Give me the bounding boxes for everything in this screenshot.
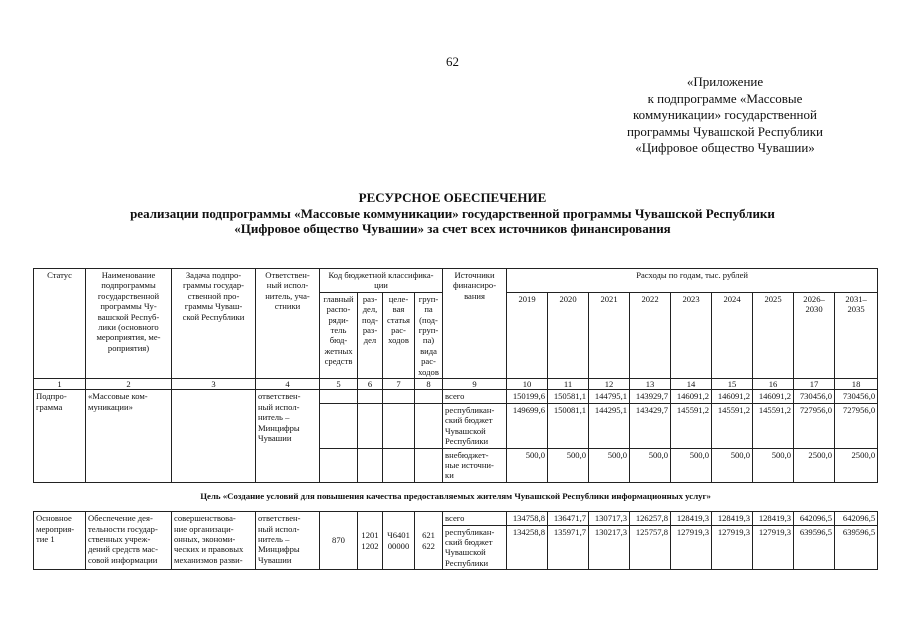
table-row	[34, 512, 878, 525]
amount-cell: 127919,3	[671, 525, 712, 570]
amount-cell: 128419,3	[753, 512, 794, 525]
amount-cell: 143929,7	[630, 390, 671, 403]
header-year: 2022	[630, 292, 671, 378]
amount-cell: 126257,8	[630, 512, 671, 525]
column-number: 4	[256, 379, 320, 390]
header-year: 2026– 2030	[794, 292, 835, 378]
column-number: 11	[548, 379, 589, 390]
amount-cell: 150199,6	[507, 390, 548, 403]
source-cell: республикан- ский бюджет Чувашской Республики	[443, 403, 507, 448]
amount-cell: 149699,6	[507, 403, 548, 448]
amount-cell: 134758,8	[507, 512, 548, 525]
amount-cell: 150581,1	[548, 390, 589, 403]
column-number: 16	[753, 379, 794, 390]
code-cell	[383, 403, 415, 448]
amount-cell: 128419,3	[712, 512, 753, 525]
amount-cell: 730456,0	[835, 390, 878, 403]
amount-cell: 639596,5	[794, 525, 835, 570]
row-task: совершенствова- ние организаци- онных, экономи- ческих и правовых механизмов разви-	[172, 512, 256, 570]
code-grbs: 870	[320, 512, 358, 570]
column-number: 6	[358, 379, 383, 390]
amount-cell: 125757,8	[630, 525, 671, 570]
amount-cell: 500,0	[671, 448, 712, 482]
amount-cell: 500,0	[589, 448, 630, 482]
column-number: 17	[794, 379, 835, 390]
amount-cell: 127919,3	[753, 525, 794, 570]
amount-cell: 128419,3	[671, 512, 712, 525]
column-number: 14	[671, 379, 712, 390]
header-year: 2021	[589, 292, 630, 378]
amount-cell: 134258,8	[507, 525, 548, 570]
row-name: Обеспечение дея- тельности государ- ственных учреж- дений средств мас- совой информации	[86, 512, 172, 570]
amount-cell: 727956,0	[835, 403, 878, 448]
amount-cell: 145591,2	[753, 403, 794, 448]
amount-cell: 500,0	[548, 448, 589, 482]
header-year: 2025	[753, 292, 794, 378]
heading-subtitle: реализации подпрограммы «Массовые коммуникации» государственной программы Чувашской Республики	[130, 205, 775, 221]
source-cell: внебюджет- ные источни- ки	[443, 448, 507, 482]
column-number: 9	[443, 379, 507, 390]
column-number: 12	[589, 379, 630, 390]
amount-cell: 500,0	[753, 448, 794, 482]
amount-cell: 146091,2	[712, 390, 753, 403]
amount-cell: 127919,3	[712, 525, 753, 570]
header-year: 2024	[712, 292, 753, 378]
code-cell	[415, 390, 443, 403]
row-status: Основное мероприя- тие 1	[34, 512, 86, 570]
amount-cell: 144295,1	[589, 403, 630, 448]
code-cell	[358, 448, 383, 482]
column-number: 10	[507, 379, 548, 390]
appendix-line: к подпрограмме «Массовые	[647, 90, 803, 106]
header-code-section: раз- дел, под- раз- дел	[358, 292, 383, 378]
header-year: 2019	[507, 292, 548, 378]
row-name: «Массовые ком- муникации»	[86, 390, 172, 482]
resource-table	[33, 268, 878, 570]
header-status: Статус	[34, 269, 86, 379]
header-year: 2031– 2035	[835, 292, 878, 378]
header-responsible: Ответствен- ный испол- нитель, уча- стники	[256, 269, 320, 379]
code-cell	[358, 390, 383, 403]
header-budget-code: Код бюджетной классифика- ции	[320, 269, 443, 293]
amount-cell: 730456,0	[794, 390, 835, 403]
code-cell	[415, 403, 443, 448]
amount-cell: 136471,7	[548, 512, 589, 525]
table-row	[34, 390, 878, 403]
column-number: 8	[415, 379, 443, 390]
amount-cell: 130217,3	[589, 525, 630, 570]
appendix-line: «Цифровое общество Чувашии»	[635, 140, 815, 155]
code-section: 1201 1202	[358, 512, 383, 570]
row-responsible: ответствен- ный испол- нитель – Минцифры Чувашии	[256, 512, 320, 570]
code-cell	[383, 390, 415, 403]
amount-cell: 130717,3	[589, 512, 630, 525]
appendix-line: «Приложение	[686, 74, 764, 89]
header-year: 2023	[671, 292, 712, 378]
header-year: 2020	[548, 292, 589, 378]
column-number: 7	[383, 379, 415, 390]
amount-cell: 146091,2	[753, 390, 794, 403]
code-cell	[320, 403, 358, 448]
amount-cell: 500,0	[712, 448, 753, 482]
code-target: Ч6401 00000	[383, 512, 415, 570]
goal-row	[34, 482, 878, 511]
header-task: Задача подпро- граммы государ- ственной про- граммы Чуваш- ской Республики	[172, 269, 256, 379]
column-number-row	[34, 379, 878, 390]
appendix-line: коммуникации» государственной	[633, 107, 817, 122]
column-number: 13	[630, 379, 671, 390]
source-cell: всего	[443, 512, 507, 525]
code-cell	[383, 448, 415, 482]
amount-cell: 727956,0	[794, 403, 835, 448]
row-status: Подпро- грамма	[34, 390, 86, 482]
header-sources: Источники финансиро- вания	[443, 269, 507, 379]
column-number: 18	[835, 379, 878, 390]
header-name: Наименование подпрограммы государственной программы Чу- вашской Респуб- лики (основного мероприятия, ме- роприятия)	[86, 269, 172, 379]
amount-cell: 2500,0	[794, 448, 835, 482]
header-expenses: Расходы по годам, тыс. рублей	[507, 269, 878, 293]
amount-cell: 642096,5	[835, 512, 878, 525]
code-cell	[358, 403, 383, 448]
amount-cell: 144795,1	[589, 390, 630, 403]
row-task	[172, 390, 256, 482]
amount-cell: 145591,2	[671, 403, 712, 448]
source-cell: республикан- ский бюджет Чувашской Республики	[443, 525, 507, 570]
column-number: 3	[172, 379, 256, 390]
column-number: 5	[320, 379, 358, 390]
code-cell	[415, 448, 443, 482]
page-number: 62	[446, 54, 459, 69]
amount-cell: 642096,5	[794, 512, 835, 525]
header-code-grbs: главный распо- ряди- тель бюд- жетных средств	[320, 292, 358, 378]
amount-cell: 145591,2	[712, 403, 753, 448]
source-cell: всего	[443, 390, 507, 403]
amount-cell: 500,0	[507, 448, 548, 482]
code-cell	[320, 448, 358, 482]
amount-cell: 500,0	[630, 448, 671, 482]
amount-cell: 150081,1	[548, 403, 589, 448]
column-number: 15	[712, 379, 753, 390]
column-number: 1	[34, 379, 86, 390]
header-code-group: груп- па (под- груп- па) вида рас- ходов	[415, 292, 443, 378]
amount-cell: 135971,7	[548, 525, 589, 570]
appendix-note	[600, 74, 850, 157]
goal-text: Цель «Создание условий для повышения качества предоставляемых жителям Чувашской Республики информационных услуг»	[34, 482, 878, 511]
amount-cell: 143429,7	[630, 403, 671, 448]
code-group: 621 622	[415, 512, 443, 570]
heading-title: РЕСУРСНОЕ ОБЕСПЕЧЕНИЕ	[358, 190, 547, 205]
document-heading	[0, 190, 905, 237]
appendix-line: программы Чувашской Республики	[626, 123, 824, 139]
amount-cell: 639596,5	[835, 525, 878, 570]
column-number: 2	[86, 379, 172, 390]
amount-cell: 146091,2	[671, 390, 712, 403]
amount-cell: 2500,0	[835, 448, 878, 482]
header-code-target: целе- вая статья рас- ходов	[383, 292, 415, 378]
row-responsible: ответствен- ный испол- нитель – Минцифры Чувашии	[256, 390, 320, 482]
heading-subtitle: «Цифровое общество Чувашии» за счет всех источников финансирования	[234, 221, 671, 236]
code-cell	[320, 390, 358, 403]
